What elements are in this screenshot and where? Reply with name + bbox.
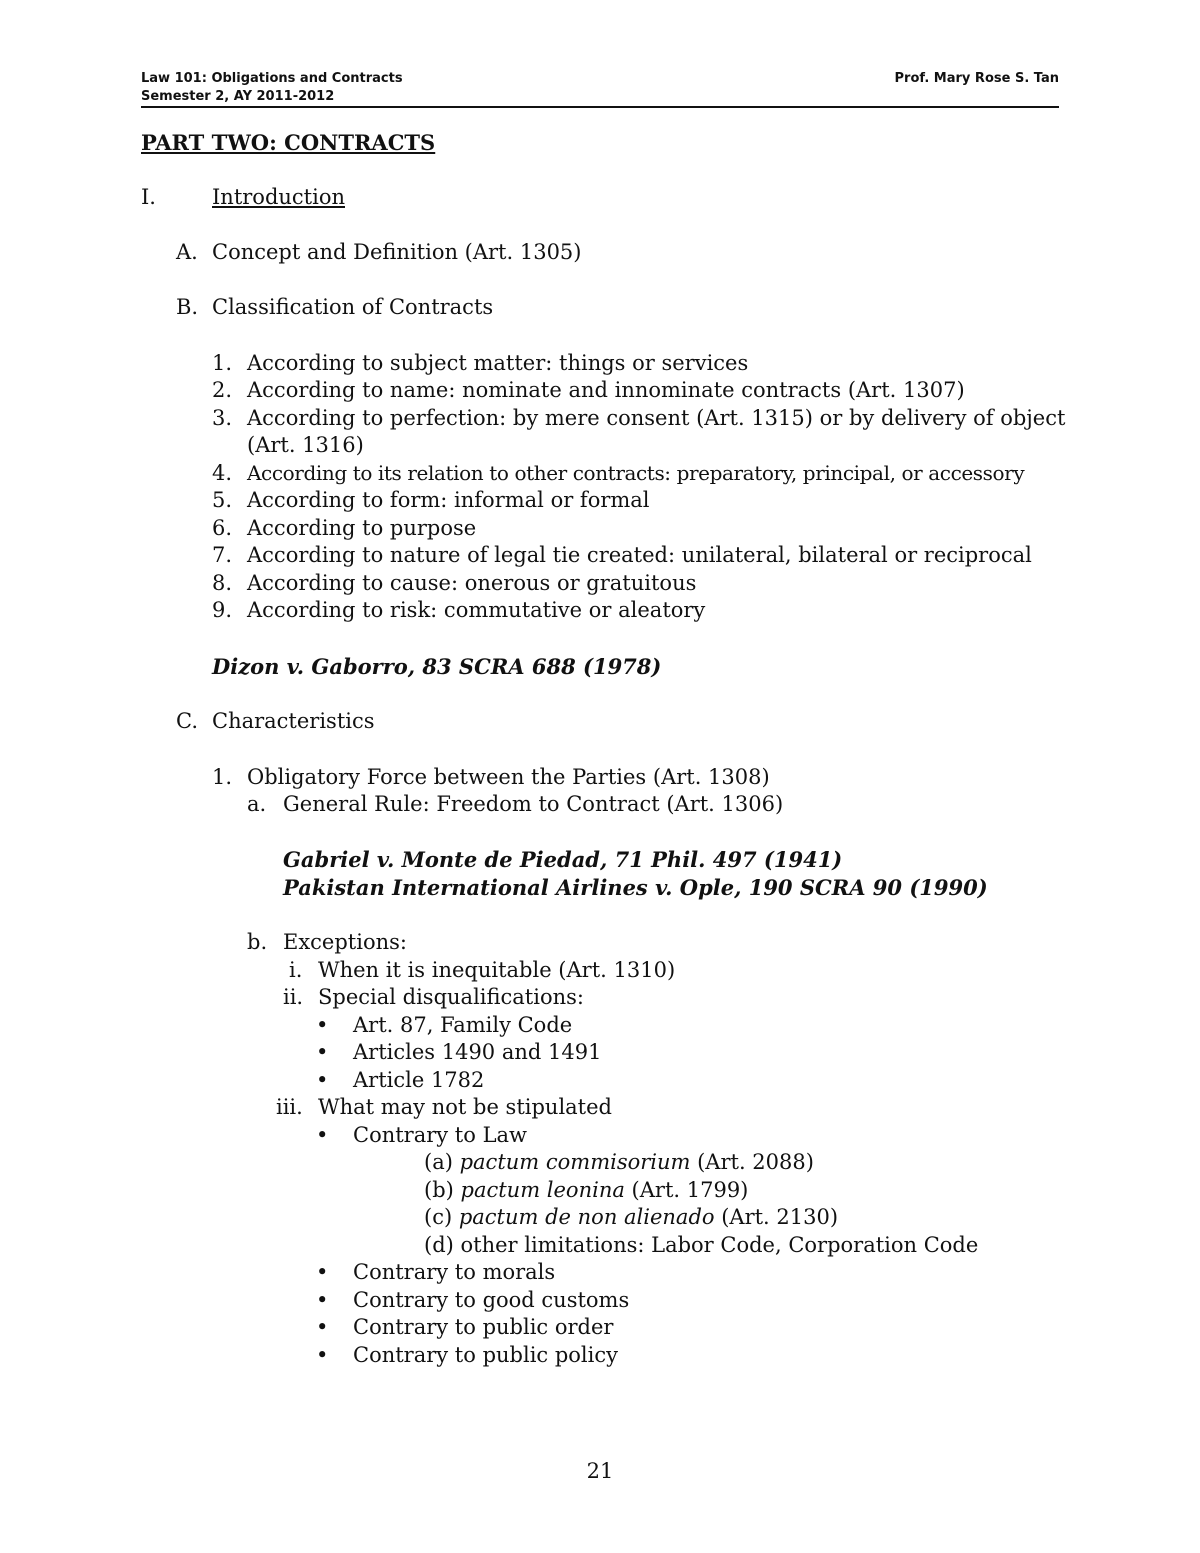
part-title: PART TWO: CONTRACTS [141,130,436,155]
item-label: C. [176,709,198,733]
item-label: A. [176,240,198,264]
sub-item-prefix: (d) other limitations: Labor Code, Corporation Code [424,1233,979,1257]
bullet-glyph: • [316,1288,329,1312]
sub-item-term: pactum leonina [460,1178,625,1202]
list-letter: b. [247,930,268,954]
section-title: Introduction [212,185,345,209]
list-item: When it is inequitable (Art. 1310) [318,958,676,982]
case-citation: Dizon v. Gaborro, 83 SCRA 688 (1978) [212,654,662,679]
case-citation: Pakistan International Airlines v. Ople, 190 SCRA 90 (1990) [283,875,988,900]
sub-item-prefix: (b) [424,1178,461,1202]
list-roman: i. [289,958,303,982]
bullet-item: Article 1782 [353,1068,485,1092]
list-letter: a. [247,792,267,816]
sub-item [424,1149,814,1176]
bullet-item: Contrary to good customs [353,1288,630,1312]
section-number: I. [141,185,156,209]
bullet-item: Contrary to public order [353,1315,614,1339]
sub-item-prefix: (a) [424,1150,460,1174]
list-number: 9. [212,598,233,622]
list-roman: iii. [276,1095,303,1119]
header-rule [141,106,1059,108]
list-item: According to perfection: by mere consent (Art. 1315) or by delivery of object [247,406,1066,430]
sub-item-ref: (Art. 2130) [714,1205,839,1229]
bullet-item: Articles 1490 and 1491 [353,1040,602,1064]
item-text: Concept and Definition (Art. 1305) [212,240,582,264]
sub-item-ref: (Art. 1799) [624,1178,749,1202]
bullet-item: Art. 87, Family Code [353,1013,573,1037]
list-item: According to nature of legal tie created: unilateral, bilateral or reciprocal [247,543,1032,567]
list-item: According to cause: onerous or gratuitous [247,571,697,595]
sub-item-ref: (Art. 2088) [690,1150,814,1174]
bullet-glyph: • [316,1315,329,1339]
list-number: 5. [212,488,233,512]
bullet-glyph: • [316,1123,329,1147]
list-item: What may not be stipulated [318,1095,612,1119]
list-number: 1. [212,351,233,375]
bullet-item: Contrary to Law [353,1123,528,1147]
list-number: 7. [212,543,233,567]
list-item: According to risk: commutative or aleatory [247,598,706,622]
list-item: Special disqualifications: [318,985,584,1009]
list-item-continuation: (Art. 1316) [247,433,364,457]
item-text: Classification of Contracts [212,295,494,319]
list-number: 2. [212,378,233,402]
list-number: 1. [212,765,233,789]
case-citation: Gabriel v. Monte de Piedad, 71 Phil. 497 (1941) [283,847,843,872]
list-item: According to name: nominate and innominate contracts (Art. 1307) [247,378,965,402]
list-item: Exceptions: [283,930,407,954]
bullet-glyph: • [316,1260,329,1284]
item-label: B. [176,295,199,319]
course-title: Law 101: Obligations and Contracts [141,71,403,86]
page-header [141,70,1059,106]
list-item: According to its relation to other contracts: preparatory, principal, or accessory [247,461,1025,485]
sub-item-prefix: (c) [424,1205,459,1229]
bullet-item: Contrary to public policy [353,1343,618,1367]
sub-item [424,1232,978,1259]
sub-item-term: pactum de non alienado [458,1205,715,1229]
list-number: 8. [212,571,233,595]
bullet-glyph: • [316,1068,329,1092]
item-text: Characteristics [212,709,375,733]
list-item: General Rule: Freedom to Contract (Art. 1306) [283,792,784,816]
page-number: 21 [586,1459,614,1483]
bullet-glyph: • [316,1343,329,1367]
bullet-glyph: • [316,1040,329,1064]
sub-item [424,1204,838,1231]
list-number: 3. [212,406,233,430]
list-item: Obligatory Force between the Parties (Art. 1308) [247,765,770,789]
bullet-item: Contrary to morals [353,1260,556,1284]
list-roman: ii. [283,985,304,1009]
list-item: According to form: informal or formal [247,488,650,512]
list-item: According to subject matter: things or services [247,351,749,375]
list-number: 4. [212,461,233,485]
bullet-glyph: • [316,1013,329,1037]
sub-item-term: pactum commisorium [459,1150,691,1174]
list-item: According to purpose [247,516,477,540]
semester-label: Semester 2, AY 2011-2012 [141,89,335,104]
sub-item [424,1177,748,1204]
professor-name: Prof. Mary Rose S. Tan [894,71,1059,86]
list-number: 6. [212,516,233,540]
